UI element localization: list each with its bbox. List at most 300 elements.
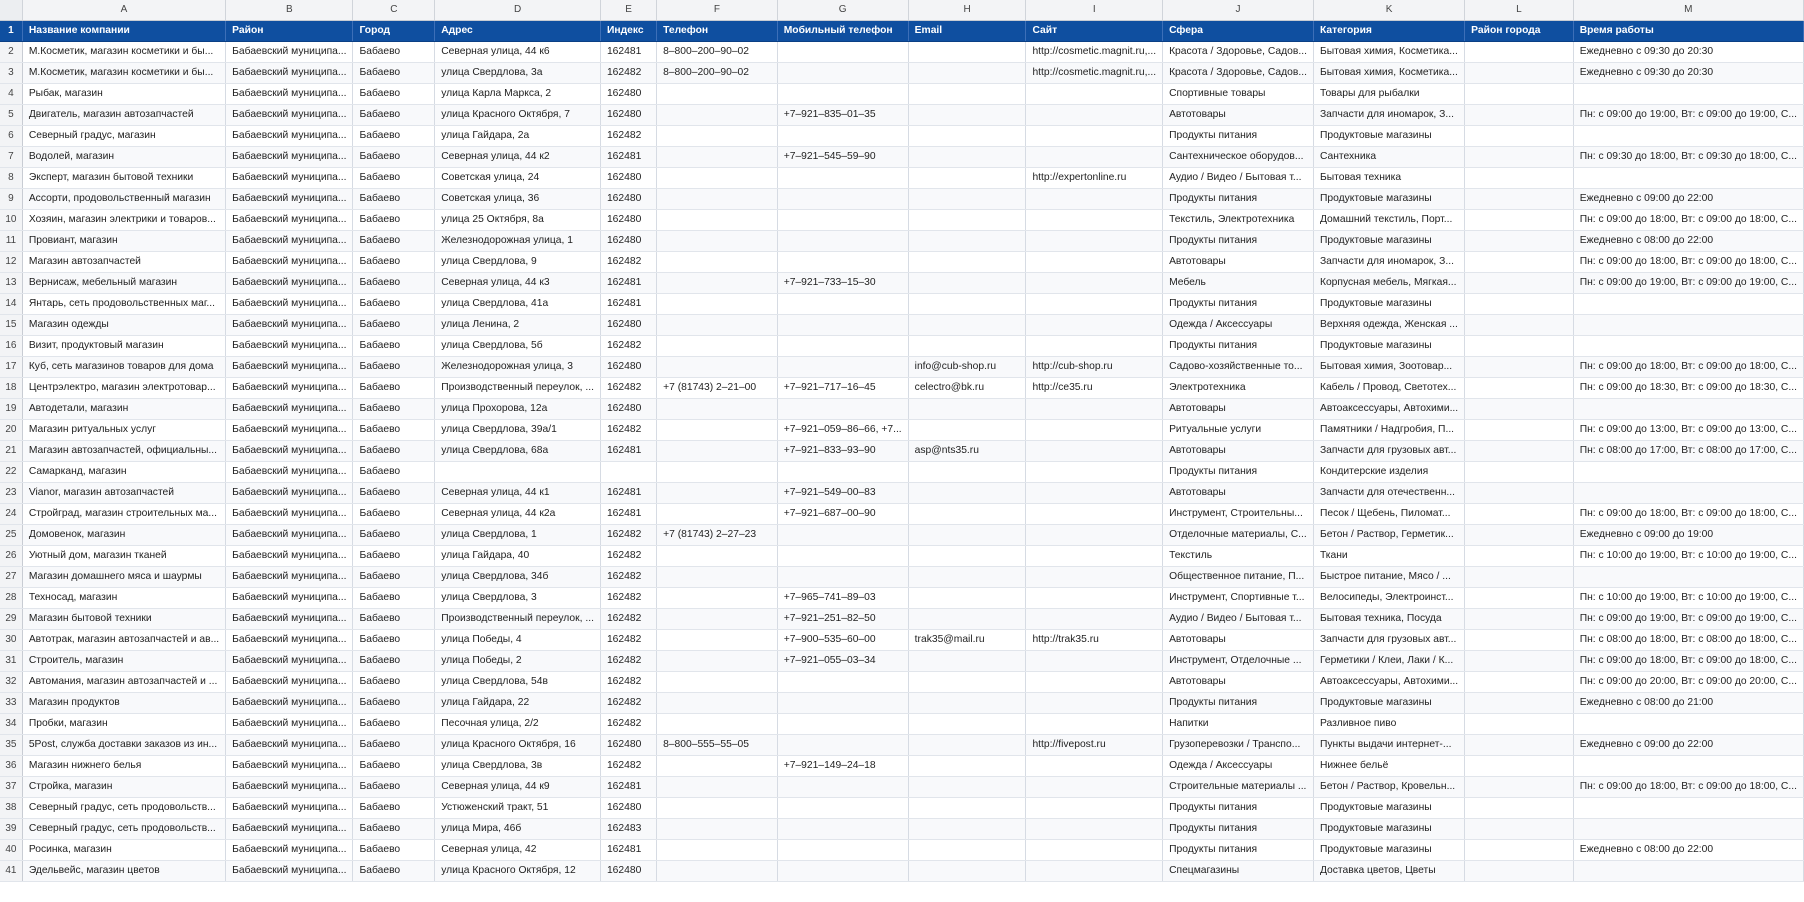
select-all-corner[interactable] — [0, 0, 22, 21]
cell-phone[interactable] — [657, 798, 778, 819]
cell-sphere[interactable]: Автотовары — [1163, 672, 1314, 693]
cell-district[interactable]: Бабаевский муниципа... — [226, 399, 353, 420]
cell-category[interactable]: Разливное пиво — [1313, 714, 1464, 735]
cell-index[interactable]: 162480 — [600, 168, 656, 189]
cell-email[interactable] — [908, 210, 1026, 231]
cell-category[interactable]: Ткани — [1313, 546, 1464, 567]
cell-hours[interactable]: Пн: с 09:00 до 18:00, Вт: с 09:00 до 18:00, С... — [1573, 777, 1803, 798]
cell-mobile[interactable] — [777, 357, 908, 378]
cell-phone[interactable] — [657, 483, 778, 504]
cell-city[interactable]: Бабаево — [353, 840, 435, 861]
cell-category[interactable]: Памятники / Надгробия, П... — [1313, 420, 1464, 441]
cell-city[interactable]: Бабаево — [353, 588, 435, 609]
cell-email[interactable] — [908, 609, 1026, 630]
cell-site[interactable] — [1026, 105, 1163, 126]
cell-mobile[interactable] — [777, 777, 908, 798]
cell-district[interactable]: Бабаевский муниципа... — [226, 441, 353, 462]
cell-hours[interactable]: Пн: с 09:00 до 19:00, Вт: с 09:00 до 19:00, С... — [1573, 609, 1803, 630]
cell-sphere[interactable]: Продукты питания — [1163, 294, 1314, 315]
cell-hours[interactable]: Пн: с 10:00 до 19:00, Вт: с 10:00 до 19:00, С... — [1573, 546, 1803, 567]
cell-site[interactable] — [1026, 651, 1163, 672]
cell-mobile[interactable]: +7–921–055–03–34 — [777, 651, 908, 672]
cell-index[interactable]: 162482 — [600, 693, 656, 714]
cell-district[interactable]: Бабаевский муниципа... — [226, 126, 353, 147]
cell-city-district[interactable] — [1465, 252, 1574, 273]
cell-phone[interactable] — [657, 462, 778, 483]
cell-city[interactable]: Бабаево — [353, 693, 435, 714]
cell-category[interactable]: Верхняя одежда, Женская ... — [1313, 315, 1464, 336]
cell-sphere[interactable]: Инструмент, Спортивные т... — [1163, 588, 1314, 609]
cell-index[interactable]: 162482 — [600, 588, 656, 609]
cell-hours[interactable]: Пн: с 09:00 до 18:00, Вт: с 09:00 до 18:00, С... — [1573, 357, 1803, 378]
cell-city[interactable]: Бабаево — [353, 483, 435, 504]
cell-hours[interactable] — [1573, 168, 1803, 189]
cell-hours[interactable]: Пн: с 09:00 до 18:30, Вт: с 09:00 до 18:30, С... — [1573, 378, 1803, 399]
cell-phone[interactable]: +7 (81743) 2–21–00 — [657, 378, 778, 399]
cell-city-district[interactable] — [1465, 294, 1574, 315]
cell-address[interactable]: улица Красного Октября, 7 — [435, 105, 601, 126]
cell-district[interactable]: Бабаевский муниципа... — [226, 546, 353, 567]
cell-district[interactable]: Бабаевский муниципа... — [226, 567, 353, 588]
column-header-mobile[interactable]: G — [777, 0, 908, 21]
cell-district[interactable]: Бабаевский муниципа... — [226, 378, 353, 399]
column-header-email[interactable]: H — [908, 0, 1026, 21]
cell-company[interactable]: Домовенок, магазин — [22, 525, 225, 546]
cell-phone[interactable] — [657, 567, 778, 588]
cell-district[interactable]: Бабаевский муниципа... — [226, 294, 353, 315]
cell-email[interactable] — [908, 735, 1026, 756]
cell-city[interactable]: Бабаево — [353, 189, 435, 210]
cell-address[interactable]: улица Свердлова, 3а — [435, 63, 601, 84]
cell-sphere[interactable]: Продукты питания — [1163, 336, 1314, 357]
cell-index[interactable]: 162482 — [600, 609, 656, 630]
row-number[interactable]: 37 — [0, 777, 22, 798]
cell-company[interactable]: М.Косметик, магазин косметики и бы... — [22, 63, 225, 84]
cell-site[interactable] — [1026, 273, 1163, 294]
cell-site[interactable]: http://cosmetic.magnit.ru,... — [1026, 42, 1163, 63]
cell-city-district[interactable] — [1465, 651, 1574, 672]
cell-phone[interactable]: 8–800–555–55–05 — [657, 735, 778, 756]
cell-hours[interactable]: Пн: с 09:00 до 18:00, Вт: с 09:00 до 18:00, С... — [1573, 252, 1803, 273]
cell-site[interactable]: http://ce35.ru — [1026, 378, 1163, 399]
cell-company[interactable]: Хозяин, магазин электрики и товаров... — [22, 210, 225, 231]
cell-category[interactable]: Продуктовые магазины — [1313, 693, 1464, 714]
cell-city[interactable]: Бабаево — [353, 210, 435, 231]
cell-district[interactable]: Бабаевский муниципа... — [226, 840, 353, 861]
cell-mobile[interactable]: +7–921–717–16–45 — [777, 378, 908, 399]
cell-address[interactable]: улица Свердлова, 3в — [435, 756, 601, 777]
cell-district[interactable]: Бабаевский муниципа... — [226, 420, 353, 441]
header-cell-site[interactable]: Сайт — [1026, 21, 1163, 42]
cell-hours[interactable]: Ежедневно с 09:00 до 22:00 — [1573, 735, 1803, 756]
cell-city[interactable]: Бабаево — [353, 630, 435, 651]
column-header-phone[interactable]: F — [657, 0, 778, 21]
cell-company[interactable]: Автодетали, магазин — [22, 399, 225, 420]
cell-email[interactable] — [908, 315, 1026, 336]
header-cell-mobile[interactable]: Мобильный телефон — [777, 21, 908, 42]
cell-city-district[interactable] — [1465, 84, 1574, 105]
row-number[interactable]: 15 — [0, 315, 22, 336]
cell-email[interactable] — [908, 819, 1026, 840]
row-number[interactable]: 5 — [0, 105, 22, 126]
cell-site[interactable] — [1026, 504, 1163, 525]
cell-mobile[interactable] — [777, 735, 908, 756]
row-number[interactable]: 8 — [0, 168, 22, 189]
cell-email[interactable] — [908, 294, 1026, 315]
cell-city-district[interactable] — [1465, 147, 1574, 168]
cell-city[interactable]: Бабаево — [353, 273, 435, 294]
cell-phone[interactable] — [657, 861, 778, 882]
cell-email[interactable] — [908, 777, 1026, 798]
cell-district[interactable]: Бабаевский муниципа... — [226, 630, 353, 651]
cell-email[interactable] — [908, 693, 1026, 714]
cell-phone[interactable] — [657, 147, 778, 168]
cell-email[interactable] — [908, 504, 1026, 525]
row-number[interactable]: 40 — [0, 840, 22, 861]
cell-hours[interactable]: Пн: с 09:00 до 19:00, Вт: с 09:00 до 19:00, С... — [1573, 105, 1803, 126]
cell-category[interactable]: Корпусная мебель, Мягкая... — [1313, 273, 1464, 294]
cell-city-district[interactable] — [1465, 588, 1574, 609]
cell-company[interactable]: Автотрак, магазин автозапчастей и ав... — [22, 630, 225, 651]
row-number[interactable]: 26 — [0, 546, 22, 567]
cell-company[interactable]: Стройка, магазин — [22, 777, 225, 798]
cell-city-district[interactable] — [1465, 378, 1574, 399]
cell-site[interactable] — [1026, 483, 1163, 504]
cell-city[interactable]: Бабаево — [353, 609, 435, 630]
cell-phone[interactable] — [657, 273, 778, 294]
cell-index[interactable]: 162482 — [600, 126, 656, 147]
cell-district[interactable]: Бабаевский муниципа... — [226, 357, 353, 378]
cell-city[interactable]: Бабаево — [353, 84, 435, 105]
cell-category[interactable]: Бытовая техника, Посуда — [1313, 609, 1464, 630]
cell-phone[interactable] — [657, 840, 778, 861]
cell-district[interactable]: Бабаевский муниципа... — [226, 315, 353, 336]
cell-mobile[interactable] — [777, 210, 908, 231]
cell-address[interactable]: улица Гайдара, 2а — [435, 126, 601, 147]
cell-city-district[interactable] — [1465, 714, 1574, 735]
cell-sphere[interactable]: Продукты питания — [1163, 189, 1314, 210]
cell-site[interactable] — [1026, 861, 1163, 882]
row-number[interactable]: 2 — [0, 42, 22, 63]
cell-category[interactable]: Кабель / Провод, Светотех... — [1313, 378, 1464, 399]
cell-district[interactable]: Бабаевский муниципа... — [226, 651, 353, 672]
row-number[interactable]: 32 — [0, 672, 22, 693]
cell-mobile[interactable] — [777, 714, 908, 735]
cell-city-district[interactable] — [1465, 357, 1574, 378]
cell-company[interactable]: Росинка, магазин — [22, 840, 225, 861]
cell-district[interactable]: Бабаевский муниципа... — [226, 210, 353, 231]
cell-district[interactable]: Бабаевский муниципа... — [226, 777, 353, 798]
cell-district[interactable]: Бабаевский муниципа... — [226, 42, 353, 63]
column-header-district[interactable]: B — [226, 0, 353, 21]
cell-company[interactable]: Магазин нижнего белья — [22, 756, 225, 777]
cell-index[interactable]: 162482 — [600, 378, 656, 399]
cell-category[interactable]: Быстрое питание, Мясо / ... — [1313, 567, 1464, 588]
cell-mobile[interactable] — [777, 567, 908, 588]
cell-sphere[interactable]: Продукты питания — [1163, 231, 1314, 252]
cell-email[interactable] — [908, 798, 1026, 819]
row-number[interactable]: 19 — [0, 399, 22, 420]
cell-hours[interactable] — [1573, 336, 1803, 357]
cell-address[interactable]: Железнодорожная улица, 1 — [435, 231, 601, 252]
cell-email[interactable] — [908, 273, 1026, 294]
cell-mobile[interactable] — [777, 126, 908, 147]
cell-category[interactable]: Домашний текстиль, Порт... — [1313, 210, 1464, 231]
cell-index[interactable]: 162480 — [600, 399, 656, 420]
cell-category[interactable]: Автоаксессуары, Автохими... — [1313, 672, 1464, 693]
cell-index[interactable]: 162481 — [600, 504, 656, 525]
cell-city-district[interactable] — [1465, 504, 1574, 525]
cell-city[interactable]: Бабаево — [353, 378, 435, 399]
cell-mobile[interactable] — [777, 861, 908, 882]
row-number[interactable]: 39 — [0, 819, 22, 840]
cell-city-district[interactable] — [1465, 462, 1574, 483]
cell-site[interactable] — [1026, 231, 1163, 252]
cell-city-district[interactable] — [1465, 630, 1574, 651]
cell-index[interactable]: 162480 — [600, 210, 656, 231]
cell-district[interactable]: Бабаевский муниципа... — [226, 231, 353, 252]
row-number[interactable]: 16 — [0, 336, 22, 357]
cell-email[interactable] — [908, 861, 1026, 882]
cell-site[interactable] — [1026, 609, 1163, 630]
cell-city-district[interactable] — [1465, 567, 1574, 588]
cell-mobile[interactable] — [777, 231, 908, 252]
cell-index[interactable]: 162480 — [600, 189, 656, 210]
cell-hours[interactable] — [1573, 126, 1803, 147]
cell-email[interactable] — [908, 252, 1026, 273]
cell-category[interactable]: Бетон / Раствор, Кровельн... — [1313, 777, 1464, 798]
cell-city-district[interactable] — [1465, 336, 1574, 357]
cell-hours[interactable] — [1573, 483, 1803, 504]
cell-district[interactable]: Бабаевский муниципа... — [226, 525, 353, 546]
cell-city-district[interactable] — [1465, 63, 1574, 84]
cell-city-district[interactable] — [1465, 189, 1574, 210]
cell-sphere[interactable]: Грузоперевозки / Транспо... — [1163, 735, 1314, 756]
cell-address[interactable]: Северная улица, 44 к6 — [435, 42, 601, 63]
cell-category[interactable]: Продуктовые магазины — [1313, 840, 1464, 861]
cell-site[interactable]: http://expertonline.ru — [1026, 168, 1163, 189]
cell-address[interactable]: Устюженский тракт, 51 — [435, 798, 601, 819]
cell-index[interactable]: 162482 — [600, 672, 656, 693]
cell-phone[interactable] — [657, 504, 778, 525]
cell-mobile[interactable]: +7–921–833–93–90 — [777, 441, 908, 462]
cell-category[interactable]: Бетон / Раствор, Герметик... — [1313, 525, 1464, 546]
row-number[interactable]: 18 — [0, 378, 22, 399]
cell-phone[interactable] — [657, 84, 778, 105]
cell-site[interactable] — [1026, 252, 1163, 273]
cell-company[interactable]: 5Post, служба доставки заказов из ин... — [22, 735, 225, 756]
cell-index[interactable]: 162482 — [600, 567, 656, 588]
cell-company[interactable]: Техносад, магазин — [22, 588, 225, 609]
cell-category[interactable]: Сантехника — [1313, 147, 1464, 168]
cell-mobile[interactable] — [777, 462, 908, 483]
cell-index[interactable]: 162481 — [600, 441, 656, 462]
cell-company[interactable]: Визит, продуктовый магазин — [22, 336, 225, 357]
cell-sphere[interactable]: Инструмент, Строительны... — [1163, 504, 1314, 525]
cell-hours[interactable]: Пн: с 09:00 до 18:00, Вт: с 09:00 до 18:00, С... — [1573, 651, 1803, 672]
cell-index[interactable]: 162481 — [600, 483, 656, 504]
cell-sphere[interactable]: Автотовары — [1163, 630, 1314, 651]
cell-sphere[interactable]: Продукты питания — [1163, 840, 1314, 861]
cell-city-district[interactable] — [1465, 546, 1574, 567]
cell-email[interactable] — [908, 672, 1026, 693]
cell-company[interactable]: Автомания, магазин автозапчастей и ... — [22, 672, 225, 693]
cell-hours[interactable] — [1573, 294, 1803, 315]
cell-mobile[interactable] — [777, 63, 908, 84]
cell-sphere[interactable]: Аудио / Видео / Бытовая т... — [1163, 609, 1314, 630]
cell-city[interactable]: Бабаево — [353, 399, 435, 420]
column-header-address[interactable]: D — [435, 0, 601, 21]
cell-company[interactable]: Ассорти, продовольственный магазин — [22, 189, 225, 210]
cell-index[interactable]: 162482 — [600, 651, 656, 672]
cell-city[interactable]: Бабаево — [353, 567, 435, 588]
cell-city[interactable]: Бабаево — [353, 441, 435, 462]
cell-site[interactable] — [1026, 756, 1163, 777]
cell-city-district[interactable] — [1465, 756, 1574, 777]
cell-phone[interactable] — [657, 315, 778, 336]
header-cell-email[interactable]: Email — [908, 21, 1026, 42]
cell-category[interactable]: Товары для рыбалки — [1313, 84, 1464, 105]
cell-city-district[interactable] — [1465, 840, 1574, 861]
cell-city[interactable]: Бабаево — [353, 147, 435, 168]
cell-sphere[interactable]: Автотовары — [1163, 105, 1314, 126]
row-number[interactable]: 36 — [0, 756, 22, 777]
cell-address[interactable]: улица Гайдара, 40 — [435, 546, 601, 567]
cell-sphere[interactable]: Напитки — [1163, 714, 1314, 735]
cell-index[interactable]: 162480 — [600, 315, 656, 336]
cell-mobile[interactable] — [777, 42, 908, 63]
cell-phone[interactable] — [657, 777, 778, 798]
cell-district[interactable]: Бабаевский муниципа... — [226, 147, 353, 168]
cell-category[interactable]: Велосипеды, Электроинст... — [1313, 588, 1464, 609]
cell-company[interactable]: Северный градус, магазин — [22, 126, 225, 147]
cell-phone[interactable] — [657, 189, 778, 210]
cell-hours[interactable]: Пн: с 10:00 до 19:00, Вт: с 10:00 до 19:00, С... — [1573, 588, 1803, 609]
cell-index[interactable]: 162482 — [600, 336, 656, 357]
cell-site[interactable]: http://fivepost.ru — [1026, 735, 1163, 756]
cell-address[interactable]: улица Победы, 4 — [435, 630, 601, 651]
cell-mobile[interactable]: +7–921–687–00–90 — [777, 504, 908, 525]
cell-city-district[interactable] — [1465, 105, 1574, 126]
header-cell-address[interactable]: Адрес — [435, 21, 601, 42]
cell-sphere[interactable]: Текстиль — [1163, 546, 1314, 567]
cell-district[interactable]: Бабаевский муниципа... — [226, 861, 353, 882]
cell-company[interactable]: Янтарь, сеть продовольственных маг... — [22, 294, 225, 315]
column-header-company[interactable]: A — [22, 0, 225, 21]
cell-category[interactable]: Продуктовые магазины — [1313, 798, 1464, 819]
cell-email[interactable] — [908, 483, 1026, 504]
row-number[interactable]: 3 — [0, 63, 22, 84]
cell-district[interactable]: Бабаевский муниципа... — [226, 483, 353, 504]
cell-hours[interactable]: Пн: с 09:00 до 20:00, Вт: с 09:00 до 20:00, С... — [1573, 672, 1803, 693]
cell-hours[interactable]: Ежедневно с 09:30 до 20:30 — [1573, 42, 1803, 63]
cell-company[interactable]: Vianor, магазин автозапчастей — [22, 483, 225, 504]
cell-city-district[interactable] — [1465, 819, 1574, 840]
cell-category[interactable]: Продуктовые магазины — [1313, 231, 1464, 252]
header-cell-sphere[interactable]: Сфера — [1163, 21, 1314, 42]
header-cell-hours[interactable]: Время работы — [1573, 21, 1803, 42]
row-number[interactable]: 14 — [0, 294, 22, 315]
cell-address[interactable]: улица Свердлова, 68а — [435, 441, 601, 462]
cell-site[interactable] — [1026, 441, 1163, 462]
cell-sphere[interactable]: Спортивные товары — [1163, 84, 1314, 105]
row-number[interactable]: 17 — [0, 357, 22, 378]
cell-email[interactable] — [908, 126, 1026, 147]
cell-site[interactable]: http://cosmetic.magnit.ru,... — [1026, 63, 1163, 84]
cell-city[interactable]: Бабаево — [353, 546, 435, 567]
header-cell-city-district[interactable]: Район города — [1465, 21, 1574, 42]
cell-email[interactable] — [908, 588, 1026, 609]
cell-city[interactable]: Бабаево — [353, 105, 435, 126]
cell-email[interactable] — [908, 147, 1026, 168]
cell-mobile[interactable]: +7–921–545–59–90 — [777, 147, 908, 168]
cell-sphere[interactable]: Красота / Здоровье, Садов... — [1163, 42, 1314, 63]
cell-mobile[interactable] — [777, 399, 908, 420]
cell-index[interactable]: 162482 — [600, 756, 656, 777]
cell-city[interactable]: Бабаево — [353, 798, 435, 819]
cell-district[interactable]: Бабаевский муниципа... — [226, 798, 353, 819]
cell-city[interactable]: Бабаево — [353, 63, 435, 84]
row-number[interactable]: 29 — [0, 609, 22, 630]
cell-district[interactable]: Бабаевский муниципа... — [226, 63, 353, 84]
cell-category[interactable]: Песок / Щебень, Пиломат... — [1313, 504, 1464, 525]
cell-site[interactable] — [1026, 567, 1163, 588]
cell-city[interactable]: Бабаево — [353, 525, 435, 546]
cell-city-district[interactable] — [1465, 735, 1574, 756]
cell-sphere[interactable]: Продукты питания — [1163, 693, 1314, 714]
cell-sphere[interactable]: Автотовары — [1163, 252, 1314, 273]
cell-sphere[interactable]: Инструмент, Отделочные ... — [1163, 651, 1314, 672]
cell-hours[interactable]: Ежедневно с 09:00 до 19:00 — [1573, 525, 1803, 546]
cell-hours[interactable]: Ежедневно с 08:00 до 22:00 — [1573, 231, 1803, 252]
cell-index[interactable]: 162480 — [600, 861, 656, 882]
cell-phone[interactable] — [657, 651, 778, 672]
cell-address[interactable]: Песочная улица, 2/2 — [435, 714, 601, 735]
cell-phone[interactable] — [657, 693, 778, 714]
cell-city-district[interactable] — [1465, 672, 1574, 693]
cell-site[interactable] — [1026, 336, 1163, 357]
cell-address[interactable] — [435, 462, 601, 483]
cell-site[interactable] — [1026, 525, 1163, 546]
cell-site[interactable] — [1026, 420, 1163, 441]
cell-phone[interactable]: +7 (81743) 2–27–23 — [657, 525, 778, 546]
cell-hours[interactable] — [1573, 861, 1803, 882]
cell-mobile[interactable] — [777, 840, 908, 861]
column-header-site[interactable]: I — [1026, 0, 1163, 21]
cell-address[interactable]: Железнодорожная улица, 3 — [435, 357, 601, 378]
cell-phone[interactable] — [657, 231, 778, 252]
cell-district[interactable]: Бабаевский муниципа... — [226, 588, 353, 609]
cell-category[interactable]: Продуктовые магазины — [1313, 126, 1464, 147]
row-number[interactable]: 24 — [0, 504, 22, 525]
cell-category[interactable]: Запчасти для грузовых авт... — [1313, 630, 1464, 651]
row-number[interactable]: 27 — [0, 567, 22, 588]
cell-city-district[interactable] — [1465, 861, 1574, 882]
cell-index[interactable]: 162482 — [600, 714, 656, 735]
cell-company[interactable]: Строитель, магазин — [22, 651, 225, 672]
cell-mobile[interactable]: +7–900–535–60–00 — [777, 630, 908, 651]
cell-category[interactable]: Пункты выдачи интернет-... — [1313, 735, 1464, 756]
cell-hours[interactable] — [1573, 714, 1803, 735]
cell-hours[interactable]: Пн: с 09:30 до 18:00, Вт: с 09:30 до 18:00, С... — [1573, 147, 1803, 168]
cell-mobile[interactable]: +7–921–733–15–30 — [777, 273, 908, 294]
cell-phone[interactable]: 8–800–200–90–02 — [657, 63, 778, 84]
cell-hours[interactable]: Пн: с 09:00 до 19:00, Вт: с 09:00 до 19:00, С... — [1573, 273, 1803, 294]
cell-hours[interactable] — [1573, 462, 1803, 483]
cell-city-district[interactable] — [1465, 420, 1574, 441]
cell-company[interactable]: Эксперт, магазин бытовой техники — [22, 168, 225, 189]
cell-mobile[interactable] — [777, 84, 908, 105]
